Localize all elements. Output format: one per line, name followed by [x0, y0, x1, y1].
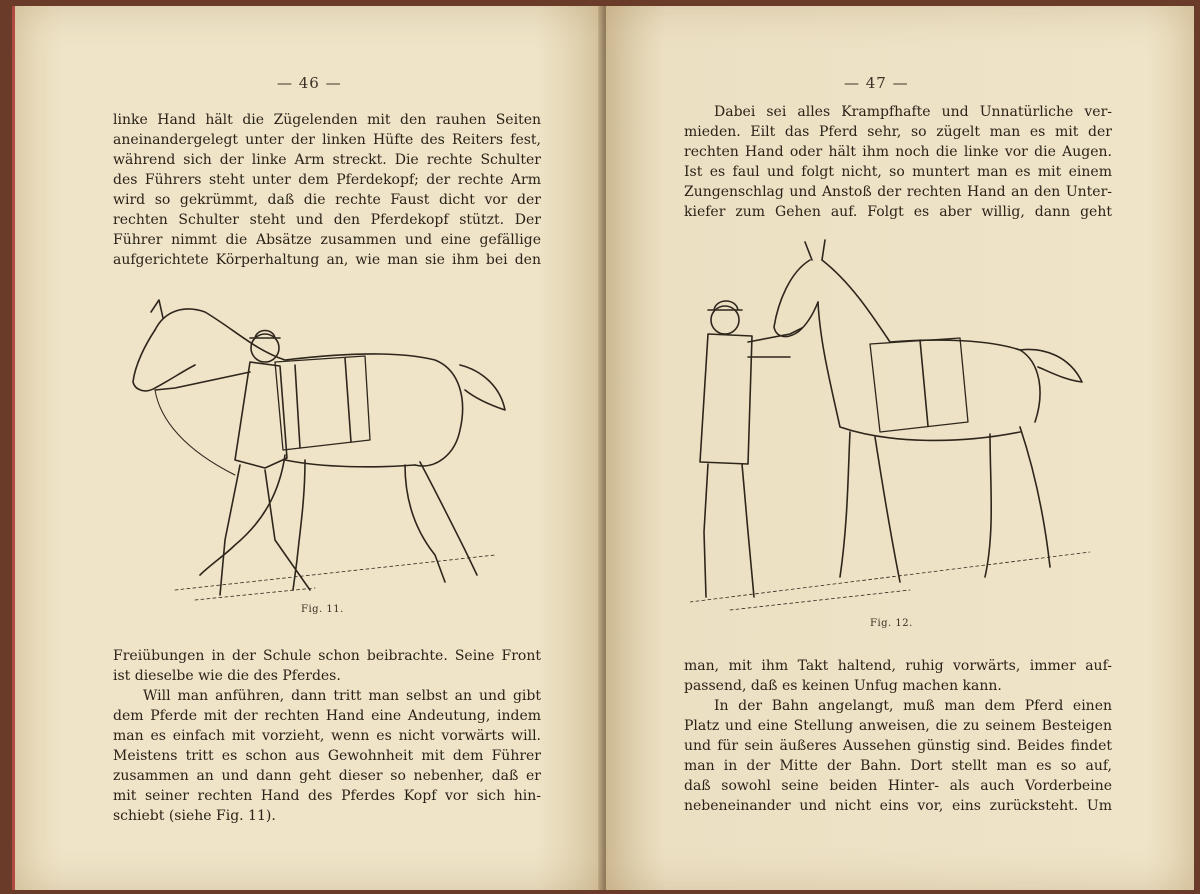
- right-page: [606, 6, 1194, 890]
- left-top-paragraph: [113, 110, 541, 270]
- text-line: nebeneinander und nicht eins vor, eins zurücksteht. Um: [684, 798, 1112, 814]
- text-line: Führer nimmt die Absätze zusammen und eine gefällige: [113, 232, 541, 248]
- text-line: Meistens tritt es schon aus Gewohnheit mit dem Führer: [113, 748, 541, 764]
- text-line: man in der Mitte der Bahn. Dort stellt man es so auf,: [684, 758, 1112, 774]
- figure-11-illustration: [115, 290, 515, 610]
- text-line: und für sein äußeres Aussehen günstig sind. Beides findet: [684, 738, 1112, 754]
- figure-12-illustration: [690, 232, 1090, 612]
- text-line: mieden. Eilt das Pferd sehr, so zügelt man es mit der: [684, 124, 1112, 140]
- text-line: aufgerichtete Körperhaltung an, wie man sie ihm bei den: [113, 252, 541, 268]
- text-line: passend, daß es keinen Unfug machen kann.: [684, 678, 1002, 694]
- text-line: daß sowohl seine beiden Hinter- als auch Vorderbeine: [684, 778, 1112, 794]
- text-line: Dabei sei alles Krampfhafte und Unnatürliche ver-: [714, 104, 1112, 120]
- text-line: dem Pferde mit der rechten Hand eine Andeutung, indem: [113, 708, 541, 724]
- text-line: man, mit ihm Takt haltend, ruhig vorwärts, immer auf-: [684, 658, 1112, 674]
- figure-12-caption: Fig. 12.: [870, 618, 913, 629]
- text-line: Ist es faul und folgt nicht, so muntert man es mit einem: [684, 164, 1112, 180]
- right-top-paragraph: [684, 102, 1112, 222]
- text-line: linke Hand hält die Zügelenden mit den rauhen Seiten: [113, 112, 541, 128]
- text-line: ist dieselbe wie die des Pferdes.: [113, 668, 341, 684]
- figure-11-caption: Fig. 11.: [301, 604, 344, 615]
- text-line: man es einfach mit vorzieht, wenn es nicht vorwärts will.: [113, 728, 541, 744]
- text-line: mit seiner rechten Hand des Pferdes Kopf vor sich hin-: [113, 788, 541, 804]
- text-line: aneinandergelegt unter der linken Hüfte des Reiters fest,: [113, 132, 541, 148]
- text-line: Will man anführen, dann tritt man selbst an und gibt: [143, 688, 541, 704]
- text-line: rechten Hand oder hält ihm noch die linke vor die Augen.: [684, 144, 1112, 160]
- text-line: schiebt (siehe Fig. 11).: [113, 808, 276, 824]
- text-line: Freiübungen in der Schule schon beibrachte. Seine Front: [113, 648, 541, 664]
- left-bottom-paragraph: [113, 646, 541, 826]
- right-page-number: — 47 —: [844, 74, 909, 92]
- text-line: In der Bahn angelangt, muß man dem Pferd einen: [714, 698, 1112, 714]
- text-line: zusammen an und dann geht dieser so nebenher, daß er: [113, 768, 541, 784]
- text-line: wird so gekrümmt, daß die rechte Faust dicht vor der: [113, 192, 541, 208]
- text-line: Zungenschlag und Anstoß der rechten Hand an den Unter-: [684, 184, 1112, 200]
- left-page: [12, 6, 607, 890]
- right-bottom-paragraph: [684, 656, 1112, 816]
- text-line: Platz und eine Stellung anweisen, die zu seinem Besteigen: [684, 718, 1112, 734]
- text-line: kiefer zum Gehen auf. Folgt es aber willig, dann geht: [684, 204, 1112, 220]
- text-line: während sich der linke Arm streckt. Die rechte Schulter: [113, 152, 541, 168]
- text-line: des Führers steht unter dem Pferdekopf; der rechte Arm: [113, 172, 541, 188]
- text-line: rechten Schulter steht und den Pferdekopf stützt. Der: [113, 212, 541, 228]
- left-page-number: — 46 —: [277, 74, 342, 92]
